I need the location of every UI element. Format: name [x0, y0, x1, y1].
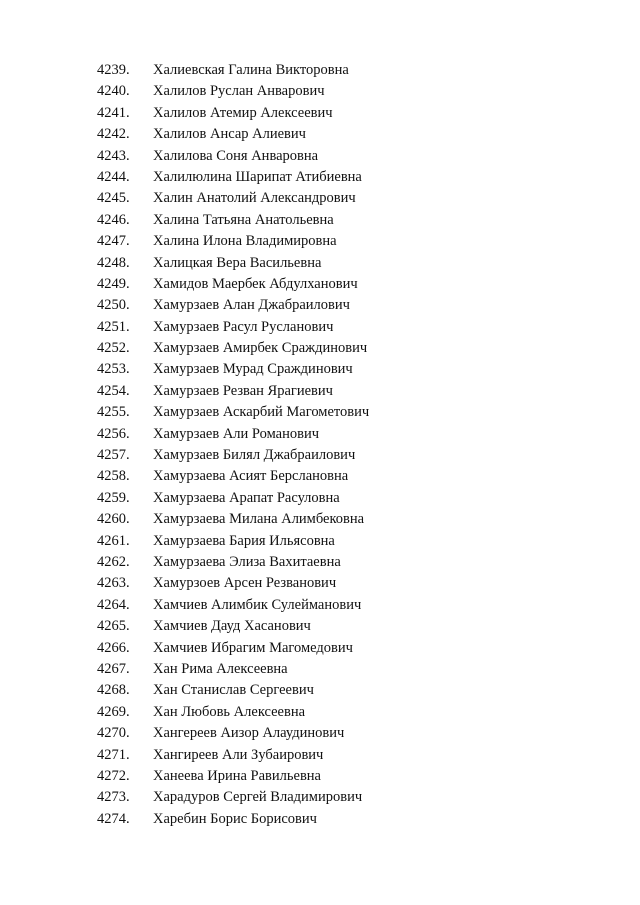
entry-name: Хамурзаев Мурад Сраждинович: [153, 361, 353, 378]
list-item: [97, 445, 369, 466]
entry-number: 4260.: [97, 511, 130, 528]
entry-number: 4239.: [97, 62, 130, 78]
entry-number: 4259.: [97, 489, 130, 506]
entry-number: 4265.: [97, 618, 130, 635]
entry-number: 4247.: [97, 233, 130, 250]
entry-name: Хамурзаева Бария Ильясовна: [153, 532, 335, 549]
entry-number: 4245.: [97, 190, 130, 207]
entry-number: 4273.: [97, 789, 130, 806]
list-item: [97, 253, 369, 274]
list-item: [97, 680, 369, 701]
list-item: [97, 210, 369, 231]
entry-name: Хан Станислав Сергеевич: [153, 682, 314, 699]
entry-number: 4248.: [97, 254, 130, 271]
entry-name: Хамурзаева Асият Берслановна: [153, 468, 349, 485]
entry-number: 4251.: [97, 318, 130, 335]
entry-number: 4270.: [97, 725, 130, 742]
list-item: [97, 402, 369, 423]
entry-name: Хамурзаев Билял Джабраилович: [153, 447, 356, 464]
list-item: [97, 188, 369, 209]
entry-name: Хамчиев Ибрагим Магомедович: [153, 639, 353, 656]
entry-number: 4243.: [97, 147, 130, 164]
entry-number: 4253.: [97, 361, 130, 378]
entry-name: Хамурзаев Расул Русланович: [153, 318, 334, 335]
list-item: [97, 295, 369, 316]
entry-number: 4246.: [97, 211, 130, 228]
list-item: [97, 659, 369, 680]
list-item: [97, 338, 369, 359]
entry-number: 4267.: [97, 660, 130, 677]
entry-name: Халилов Ансар Алиевич: [153, 126, 306, 143]
entry-number: 4252.: [97, 340, 130, 357]
list-item: [97, 787, 369, 808]
entry-name: Хамурзаева Милана Алимбековна: [153, 511, 365, 528]
entry-number: 4241.: [97, 104, 130, 121]
entry-name: Хамурзаев Амирбек Сраждинович: [153, 340, 368, 357]
entry-name: Халилова Соня Анваровна: [153, 147, 319, 164]
entry-name: Халицкая Вера Васильевна: [153, 254, 322, 271]
entry-number: 4271.: [97, 746, 130, 763]
name-list: [97, 60, 369, 830]
list-item: [97, 809, 369, 830]
entry-name: Халилюлина Шарипат Атибиевна: [153, 168, 362, 185]
entry-name: Хамурзаев Резван Ярагиевич: [153, 382, 333, 399]
list-item: [97, 424, 369, 445]
entry-name: Халина Илона Владимировна: [153, 233, 337, 250]
list-item: [97, 723, 369, 744]
entry-name: Хан Любовь Алексеевна: [153, 703, 306, 720]
entry-number: 4257.: [97, 447, 130, 464]
list-item: [97, 766, 369, 787]
list-item: [97, 60, 369, 81]
list-item: [97, 638, 369, 659]
entry-name: Хан Рима Алексеевна: [153, 660, 288, 677]
entry-name: Хамчиев Алимбик Сулейманович: [153, 596, 362, 613]
list-item: [97, 124, 369, 145]
entry-name: Харебин Борис Борисович: [153, 810, 317, 827]
list-item: [97, 616, 369, 637]
entry-number: 4272.: [97, 767, 130, 784]
list-item: [97, 531, 369, 552]
list-item: [97, 745, 369, 766]
entry-number: 4254.: [97, 382, 130, 399]
entry-name: Халилов Атемир Алексеевич: [153, 104, 333, 121]
entry-name: Хамурзаев Аскарбий Магометович: [153, 404, 370, 421]
entry-number: 4240.: [97, 83, 130, 100]
entry-name: Хамидов Маербек Абдулханович: [153, 275, 358, 292]
entry-number: 4263.: [97, 575, 130, 592]
entry-name: Хамурзаев Али Романович: [153, 425, 320, 442]
list-item: [97, 359, 369, 380]
entry-name: Халина Татьяна Анатольевна: [153, 211, 334, 228]
list-item: [97, 103, 369, 124]
list-item: [97, 167, 369, 188]
entry-number: 4258.: [97, 468, 130, 485]
list-item: [97, 317, 369, 338]
entry-number: 4244.: [97, 168, 130, 185]
entry-name: Хамурзоев Арсен Резванович: [153, 575, 337, 592]
entry-number: 4268.: [97, 682, 130, 699]
entry-name: Хамчиев Дауд Хасанович: [153, 618, 311, 635]
entry-number: 4266.: [97, 639, 130, 656]
list-item: [97, 702, 369, 723]
list-item: [97, 552, 369, 573]
entry-name: Хамурзаев Алан Джабраилович: [153, 297, 350, 314]
list-item: [97, 81, 369, 102]
list-item: [97, 381, 369, 402]
entry-number: 4264.: [97, 596, 130, 613]
list-item: [97, 231, 369, 252]
entry-name: Хангиреев Али Зубаирович: [153, 746, 324, 763]
entry-name: Хамурзаева Элиза Вахитаевна: [153, 553, 341, 570]
entry-number: 4249.: [97, 275, 130, 292]
entry-name: Халиевская Галина Викторовна: [153, 62, 349, 78]
entry-number: 4274.: [97, 810, 130, 827]
entry-name: Халилов Руслан Анварович: [153, 83, 325, 100]
entry-number: 4262.: [97, 553, 130, 570]
list-item: [97, 466, 369, 487]
entry-name: Халин Анатолий Александрович: [153, 190, 356, 207]
entry-number: 4255.: [97, 404, 130, 421]
entry-number: 4250.: [97, 297, 130, 314]
list-item: [97, 274, 369, 295]
list-item: [97, 595, 369, 616]
entry-name: Ханеева Ирина Равильевна: [153, 767, 321, 784]
entry-name: Хамурзаева Арапат Расуловна: [153, 489, 340, 506]
entry-number: 4242.: [97, 126, 130, 143]
entry-number: 4269.: [97, 703, 130, 720]
entry-name: Харадуров Сергей Владимирович: [153, 789, 363, 806]
entry-number: 4256.: [97, 425, 130, 442]
list-item: [97, 146, 369, 167]
list-item: [97, 488, 369, 509]
list-item: [97, 509, 369, 530]
list-item: [97, 573, 369, 594]
entry-name: Хангереев Аизор Алаудинович: [153, 725, 345, 742]
entry-number: 4261.: [97, 532, 130, 549]
